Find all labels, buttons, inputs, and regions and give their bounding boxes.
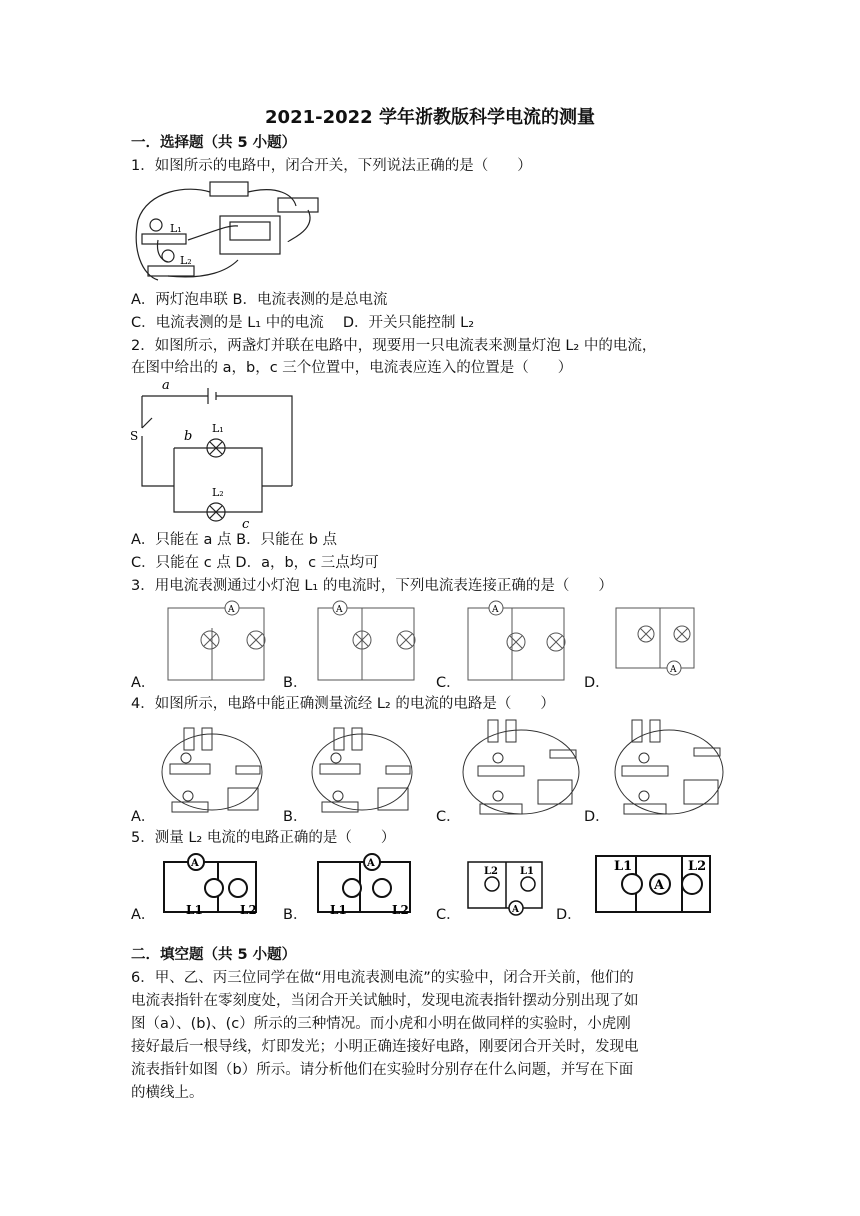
question-5-figure-d — [588, 848, 718, 920]
q2-label-switch: S — [130, 429, 139, 443]
question-4-figure-a — [156, 722, 268, 820]
question-4-stem: 4．如图所示，电路中能正确测量流经 L₂ 的电流的电路是（ ） — [131, 696, 555, 712]
question-3-figure-d — [610, 602, 700, 682]
svg-text:L1: L1 — [520, 866, 534, 877]
svg-text:A: A — [492, 605, 499, 615]
question-1-options-cd: C．电流表测的是 L₁ 中的电流 D．开关只能控制 L₂ — [131, 315, 475, 331]
question-2-stem-line2: 在图中给出的 a，b，c 三个位置中，电流表应连入的位置是（ ） — [131, 360, 573, 376]
question-4-figure-b — [306, 722, 418, 820]
svg-text:A: A — [670, 665, 677, 675]
svg-text:L2: L2 — [688, 859, 707, 874]
svg-text:L2: L2 — [240, 903, 257, 917]
svg-text:A: A — [191, 858, 199, 869]
question-1-options-ab: A．两灯泡串联 B．电流表测的是总电流 — [131, 292, 388, 308]
question-2-figure — [128, 376, 298, 528]
question-6-line2: 电流表指针在零刻度处，当闭合开关试触时，发现电流表指针摆动分别出现了如 — [131, 993, 639, 1009]
question-5-option-c: C． — [436, 907, 461, 923]
question-3-option-c: C． — [436, 675, 461, 691]
question-6-line5: 流表指针如图（b）所示。请分析他们在实验时分别存在什么问题，并写在下面 — [131, 1062, 634, 1078]
question-4-option-b: B． — [283, 809, 308, 825]
svg-text:A: A — [336, 605, 343, 615]
question-5-option-d: D． — [556, 907, 582, 923]
q2-label-c: c — [242, 517, 250, 528]
q2-label-l1: L₁ — [212, 422, 224, 435]
question-5-figure-a — [158, 852, 262, 920]
question-5-figure-b — [312, 852, 416, 920]
svg-text:L1: L1 — [614, 859, 633, 874]
svg-text:L2: L2 — [484, 866, 498, 877]
section-heading-choice: 一．选择题（共 5 小题） — [131, 135, 297, 151]
question-3-figure-c — [460, 600, 570, 686]
svg-text:L2: L2 — [392, 903, 409, 917]
question-4-figure-c — [458, 714, 584, 820]
svg-text:A: A — [512, 905, 519, 915]
q2-label-l2: L₂ — [212, 486, 224, 499]
question-4-figure-d — [610, 714, 728, 820]
question-5-option-b: B． — [283, 907, 308, 923]
svg-text:L1: L1 — [330, 903, 347, 917]
question-6-line1: 6．甲、乙、丙三位同学在做“用电流表测电流”的实验中，闭合开关前，他们的 — [131, 970, 634, 986]
question-3-figure-a — [160, 600, 270, 686]
q1-label-l1: L₁ — [170, 222, 182, 235]
page-title: 2021-2022 学年浙教版科学电流的测量 — [265, 107, 595, 128]
svg-text:A: A — [228, 605, 235, 615]
question-3-figure-b — [310, 600, 420, 686]
question-6-line3: 图（a）、(b)、(c）所示的三种情况。而小虎和小明在做同样的实验时，小虎刚 — [131, 1016, 631, 1032]
q1-label-l2: L₂ — [180, 254, 192, 267]
svg-text:L1: L1 — [186, 903, 203, 917]
question-5-stem: 5．测量 L₂ 电流的电路正确的是（ ） — [131, 830, 396, 846]
q2-label-a: a — [162, 378, 170, 393]
question-2-stem-line1: 2．如图所示，两盏灯并联在电路中，现要用一只电流表来测量灯泡 L₂ 中的电流， — [131, 338, 657, 354]
question-2-options-cd: C．只能在 c 点 D．a，b，c 三点均可 — [131, 555, 379, 571]
question-4-option-d: D． — [584, 809, 610, 825]
question-1-figure — [128, 180, 328, 288]
svg-text:A: A — [654, 878, 665, 893]
question-6-line6: 的横线上。 — [131, 1085, 204, 1101]
question-1-stem: 1．如图所示的电路中，闭合开关，下列说法正确的是（ ） — [131, 158, 532, 174]
question-5-figure-c — [462, 856, 548, 918]
question-3-option-b: B． — [283, 675, 308, 691]
question-5-option-a: A． — [131, 907, 156, 923]
svg-text:A: A — [367, 858, 375, 869]
question-2-options-ab: A．只能在 a 点 B．只能在 b 点 — [131, 532, 338, 548]
q2-label-b: b — [184, 429, 193, 444]
question-4-option-c: C． — [436, 809, 461, 825]
question-6-line4: 接好最后一根导线，灯即发光；小明正确连接好电路，刚要闭合开关时，发现电 — [131, 1039, 639, 1055]
question-3-option-a: A． — [131, 675, 156, 691]
question-4-option-a: A． — [131, 809, 156, 825]
question-3-option-d: D． — [584, 675, 610, 691]
question-3-stem: 3．用电流表测通过小灯泡 L₁ 的电流时，下列电流表连接正确的是（ ） — [131, 578, 613, 594]
section-heading-fill: 二．填空题（共 5 小题） — [131, 947, 297, 963]
